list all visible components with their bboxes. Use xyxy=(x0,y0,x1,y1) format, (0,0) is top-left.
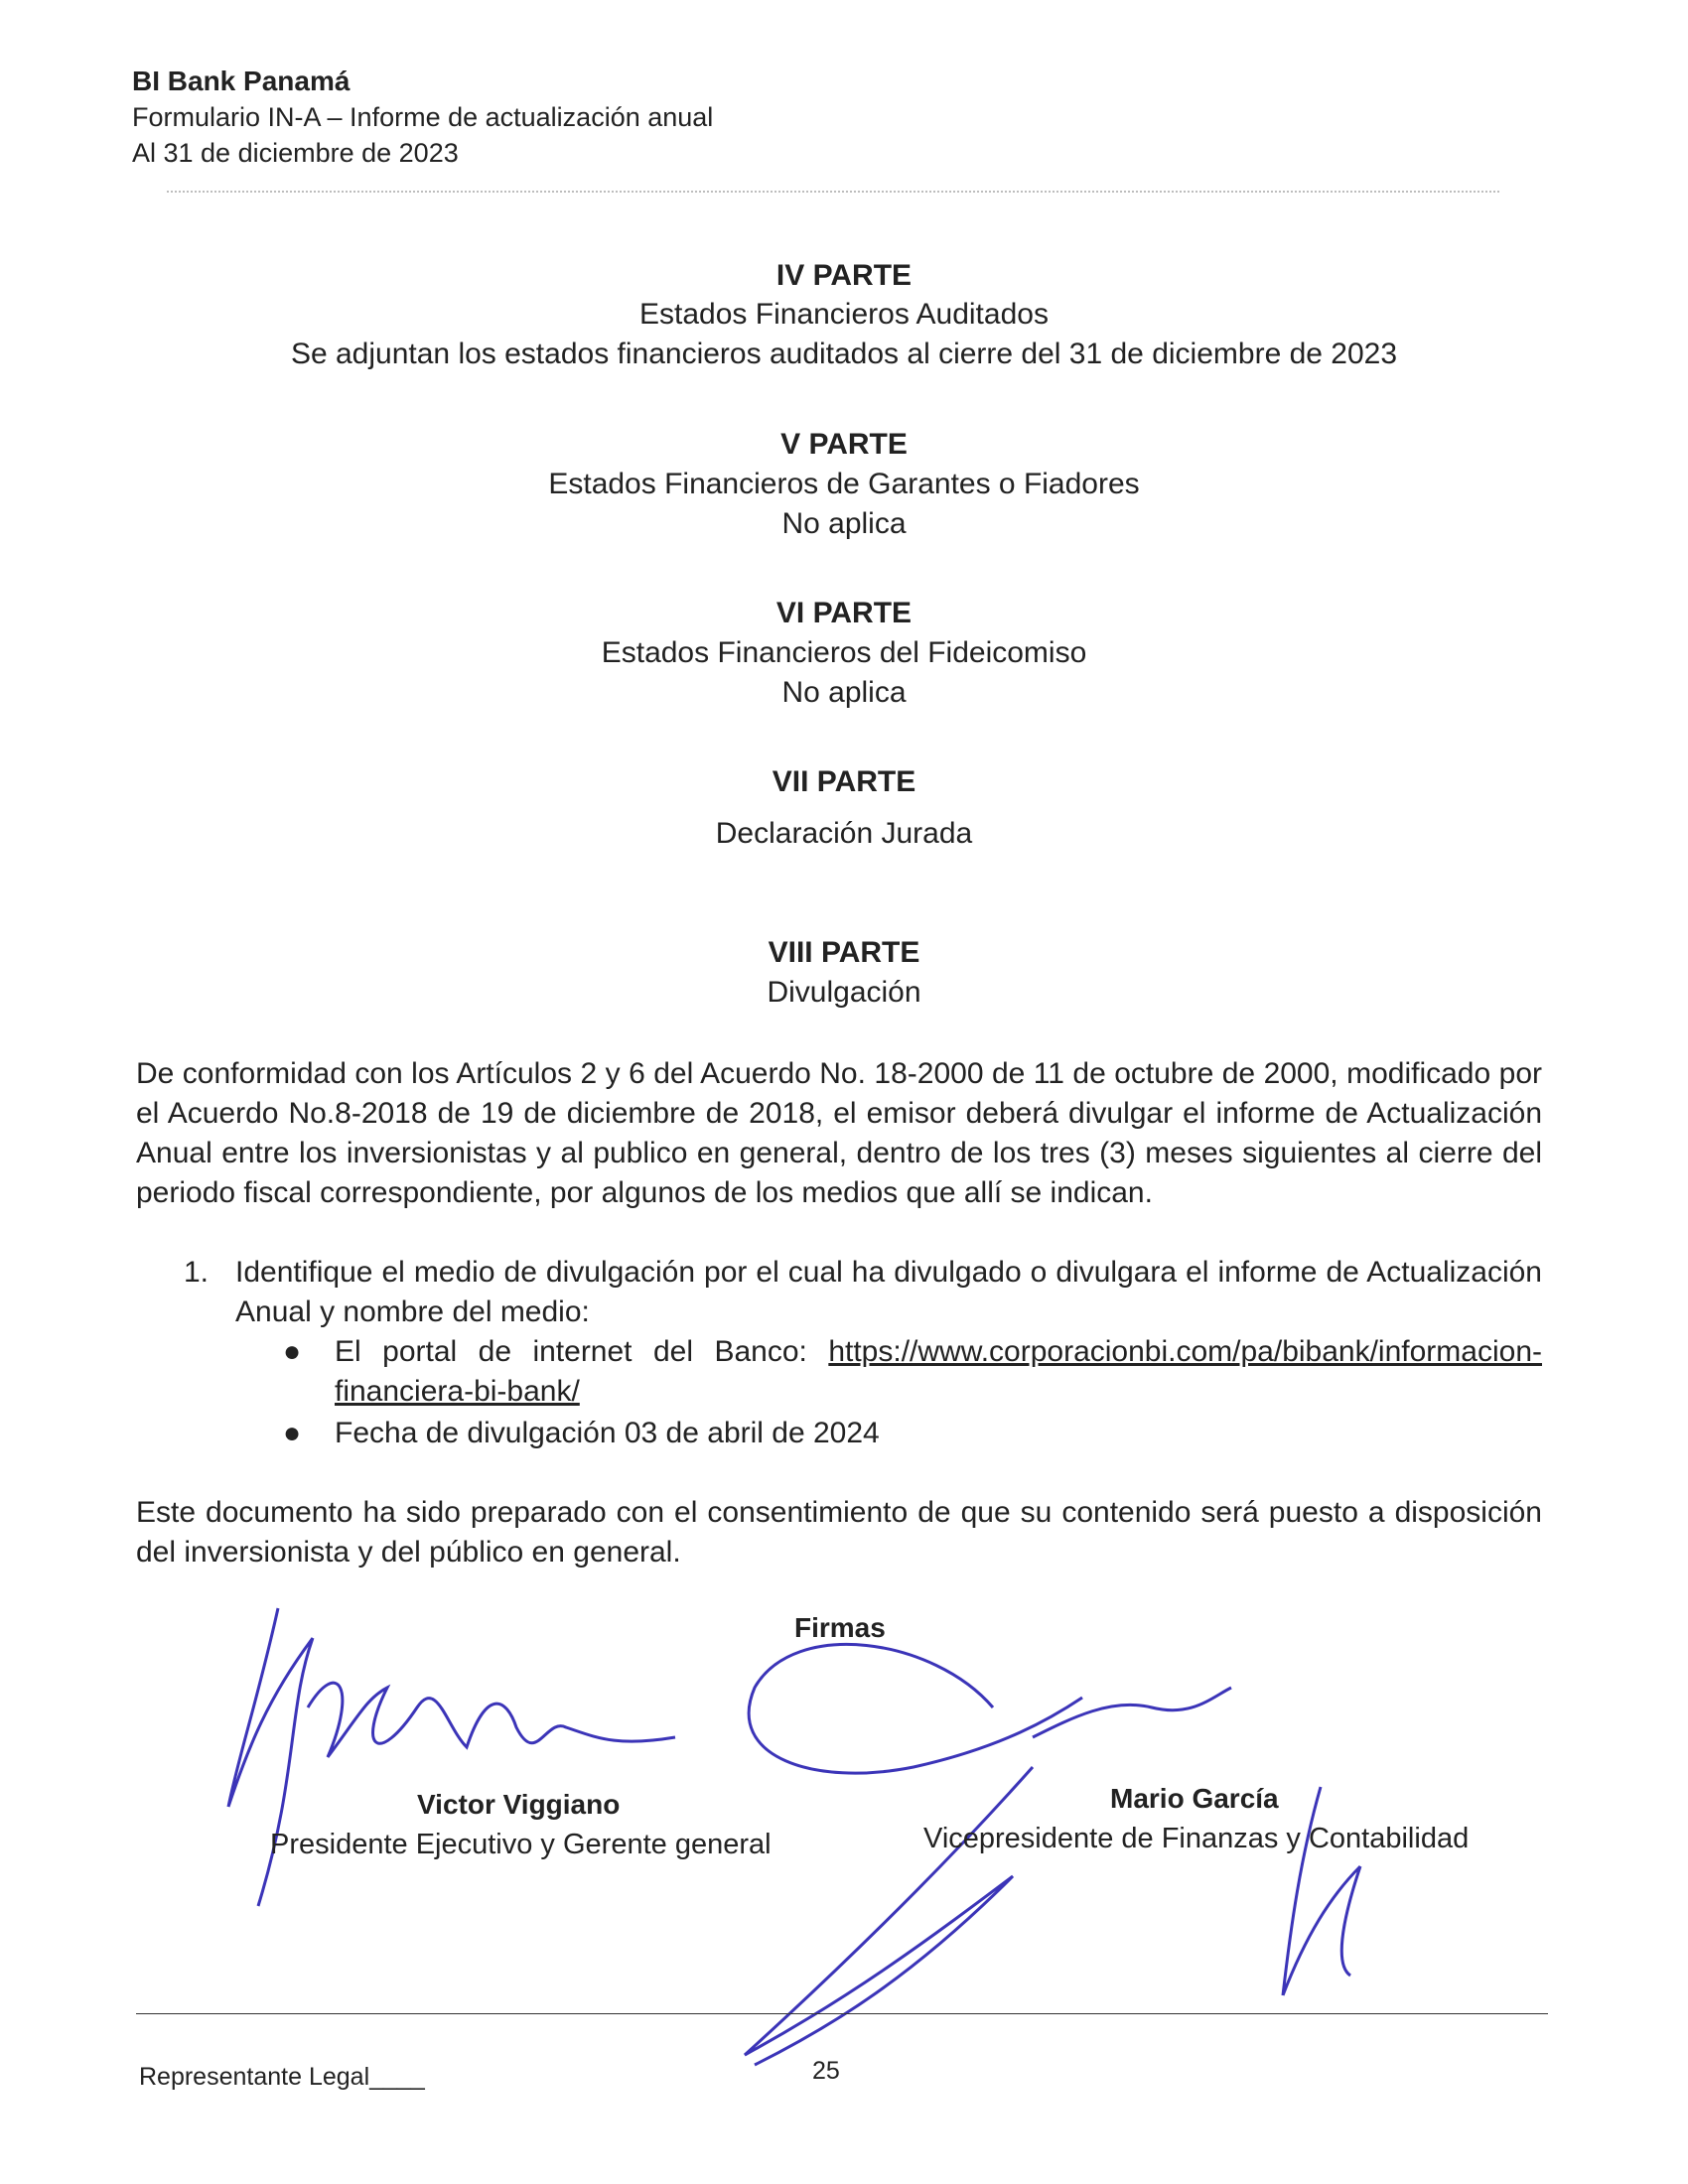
part-vi-title: VI PARTE xyxy=(775,597,913,629)
portal-label: El portal de internet del Banco: xyxy=(335,1335,807,1368)
disclosure-date: Fecha de divulgación 03 de abril de 2024 xyxy=(335,1417,880,1449)
item-number: 1. xyxy=(184,1256,210,1289)
bullet-text xyxy=(335,1332,1542,1412)
disclosure-paragraph: De conformidad con los Artículos 2 y 6 del Acuerdo No. 18-2000 de 11 de octubre de 2000, modificado por el Acuerdo No.8-2018 de 19 de diciembre de 2018, el emisor deberá divulgar el informe de Actualización Anual entre los inversionistas y al publico en general, dentro de los tres (3) meses siguientes al cierre del periodo fiscal correspondiente, por algunos de los medios que allí se indican. xyxy=(136,1057,1542,1209)
part-vii-title: VII PARTE xyxy=(772,765,916,798)
left-signer-name: Victor Viggiano xyxy=(417,1789,621,1820)
part-iv-title: IV PARTE xyxy=(775,259,913,292)
bullet-icon: ● xyxy=(283,1335,302,1368)
part-v-subtitle: Estados Financieros de Garantes o Fiadores xyxy=(548,468,1140,500)
part-viii-subtitle: Divulgación xyxy=(767,976,921,1009)
numbered-item xyxy=(184,1253,1542,1332)
company-name: BI Bank Panamá xyxy=(132,66,351,96)
right-signer-role: Vicepresidente de Finanzas y Contabilidad xyxy=(923,1823,1470,1854)
portal-link[interactable]: https://www.corporacionbi.com/pa/bibank/informacion-financiera-bi-bank/ xyxy=(335,1335,1542,1408)
part-vi-subtitle: Estados Financieros del Fideicomiso xyxy=(601,636,1087,669)
part-vi-note: No aplica xyxy=(781,676,907,709)
signature-left-image xyxy=(218,1578,695,1936)
part-viii-title: VIII PARTE xyxy=(768,936,920,969)
form-title: Formulario IN-A – Informe de actualización anual xyxy=(132,102,714,132)
left-signer-role: Presidente Ejecutivo y Gerente general xyxy=(270,1829,772,1860)
footer-divider xyxy=(136,2013,1548,2014)
report-date: Al 31 de diciembre de 2023 xyxy=(132,138,459,168)
signatures-heading: Firmas xyxy=(794,1612,886,1643)
part-v-note: No aplica xyxy=(781,507,907,540)
bullet-icon: ● xyxy=(283,1417,302,1449)
header-divider xyxy=(167,191,1499,193)
part-vii-subtitle: Declaración Jurada xyxy=(715,817,973,850)
legal-representative: Representante Legal____ xyxy=(139,2063,425,2091)
part-iv-note: Se adjuntan los estados financieros auditados al cierre del 31 de diciembre de 2023 xyxy=(290,338,1398,370)
item-text: Identifique el medio de divulgación por el cual ha divulgado o divulgara el informe de Actualización Anual y nombre del medio: xyxy=(235,1256,1542,1328)
list-item xyxy=(283,1414,1542,1453)
consent-paragraph: Este documento ha sido preparado con el consentimiento de que su contenido será puesto a disposición del inversionista y del público en general. xyxy=(136,1496,1542,1569)
part-iv-subtitle: Estados Financieros Auditados xyxy=(639,298,1049,331)
list-item xyxy=(283,1332,1542,1412)
page-number: 25 xyxy=(812,2057,840,2085)
right-signer-name: Mario García xyxy=(1110,1783,1279,1814)
part-v-title: V PARTE xyxy=(780,428,908,461)
